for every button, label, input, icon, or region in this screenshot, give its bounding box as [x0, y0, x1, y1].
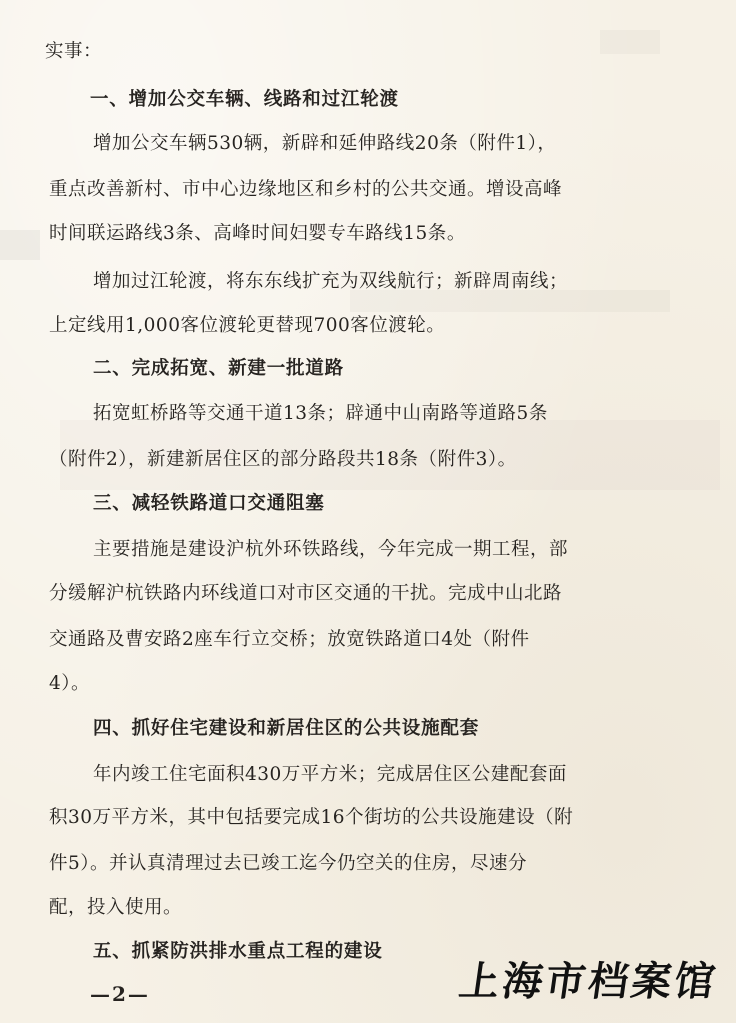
text-line: 年内竣工住宅面积430万平方米；完成居住区公建配套面	[93, 764, 567, 785]
text-line: 实事：	[45, 41, 103, 62]
section-heading-4: 四、抓好住宅建设和新居住区的公共设施配套	[93, 718, 480, 739]
section-heading-2: 二、完成拓宽、新建一批道路	[93, 358, 344, 379]
text-line: 时间联运路线3条、高峰时间妇婴专车路线15条。	[49, 223, 466, 244]
show-through-mark	[600, 30, 660, 54]
show-through-mark	[0, 230, 40, 260]
text-line: （附件2），新建新居住区的部分路段共18条（附件3）。	[49, 449, 517, 470]
text-line: 交通路及曹安路2座车行立交桥；放宽铁路道口4处（附件	[49, 629, 530, 650]
section-heading-1: 一、增加公交车辆、线路和过江轮渡	[90, 89, 399, 110]
text-line: 积30万平方米，其中包括要完成16个街坊的公共设施建设（附	[49, 807, 574, 828]
text-line: 增加公交车辆530辆，新辟和延伸路线20条（附件1），	[93, 133, 557, 154]
text-line: 主要措施是建设沪杭外环铁路线，今年完成一期工程，部	[93, 539, 569, 560]
section-heading-3: 三、减轻铁路道口交通阻塞	[93, 493, 325, 514]
text-line: 增加过江轮渡，将东东线扩充为双线航行；新辟周南线；	[93, 271, 569, 292]
text-line: 重点改善新村、市中心边缘地区和乡村的公共交通。增设高峰	[49, 179, 563, 200]
section-heading-5: 五、抓紧防洪排水重点工程的建设	[93, 941, 383, 962]
text-line: 拓宽虹桥路等交通干道13条；辟通中山南路等道路5条	[93, 403, 548, 424]
text-line: 上定线用1,000客位渡轮更替现700客位渡轮。	[49, 315, 446, 336]
text-line: 4）。	[49, 673, 91, 694]
text-line: 件5）。并认真清理过去已竣工迄今仍空关的住房，尽速分	[49, 853, 528, 874]
text-line: 分缓解沪杭铁路内环线道口对市区交通的干扰。完成中山北路	[49, 583, 563, 604]
text-line: 配，投入使用。	[49, 897, 183, 918]
archive-stamp: 上海市档案馆	[456, 958, 721, 1005]
page-number: —2—	[90, 982, 150, 1006]
